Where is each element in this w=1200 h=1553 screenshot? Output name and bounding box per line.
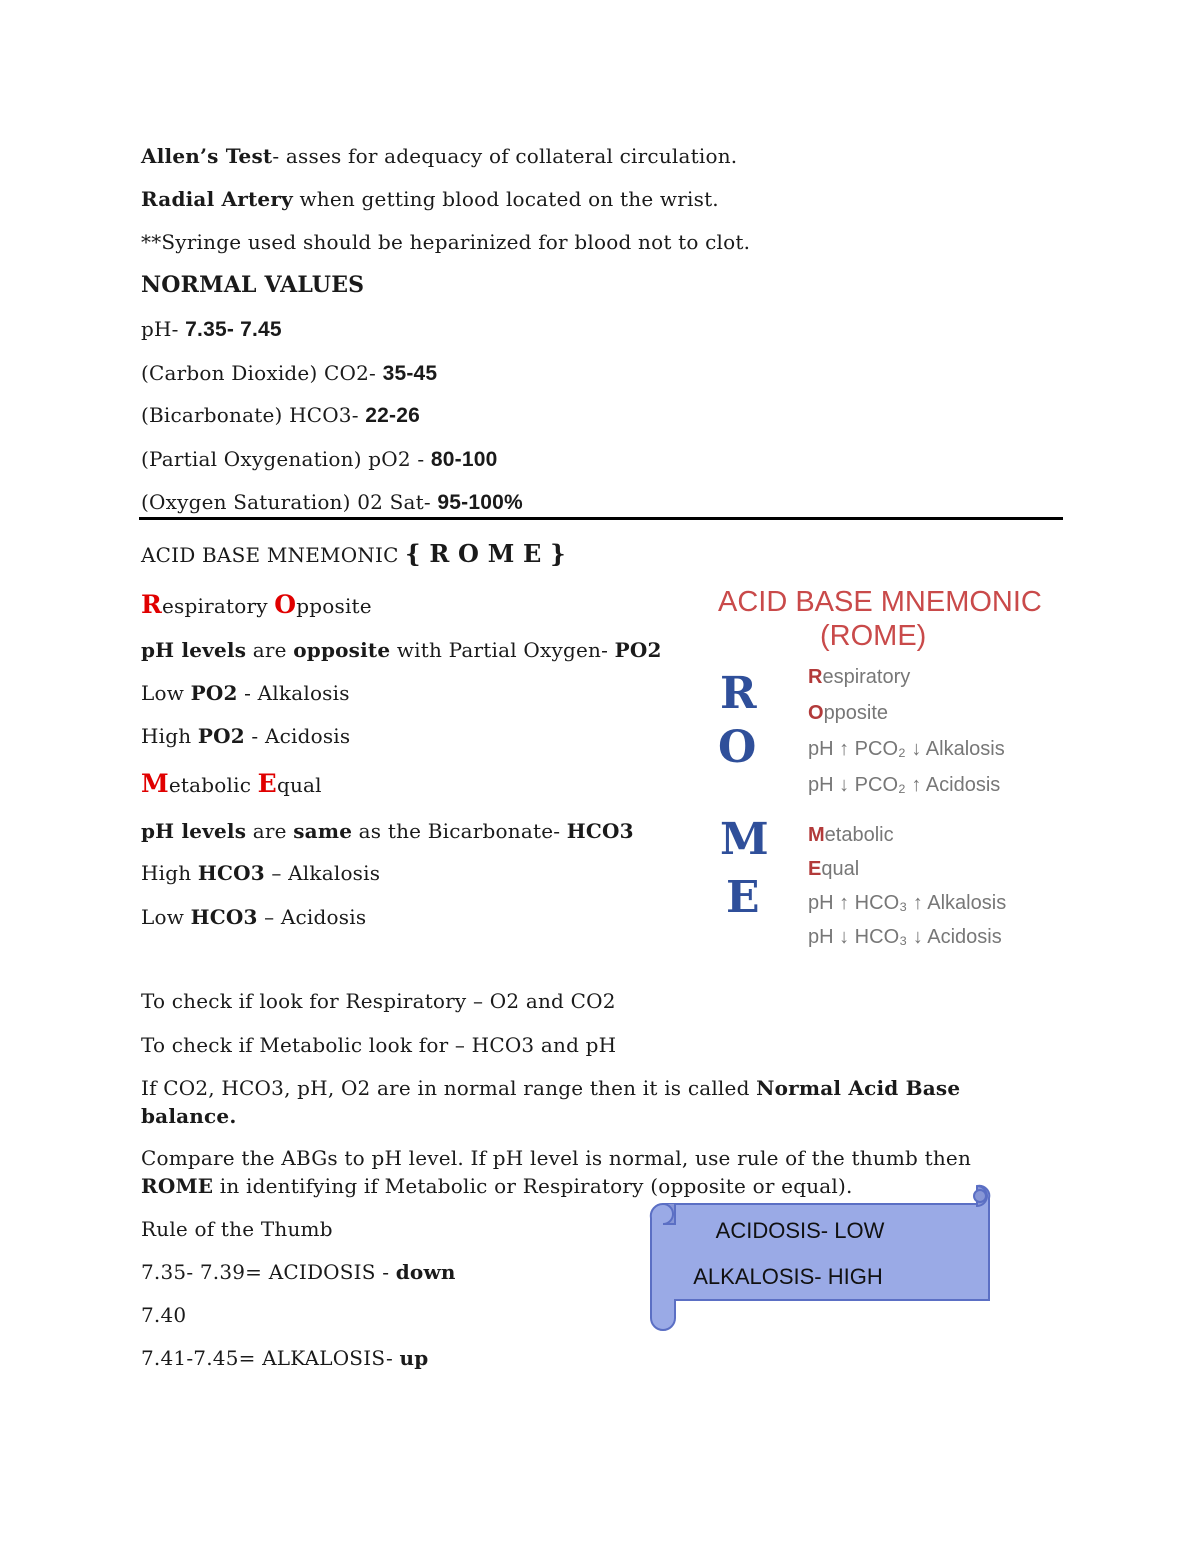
figure-title-line1: ACID BASE MNEMONIC xyxy=(718,586,1042,618)
figure-row-text: pH ↓ HCO₃ ↓ Acidosis xyxy=(808,926,1002,948)
balance-term: balance. xyxy=(141,1104,237,1128)
radial-artery-line xyxy=(141,186,719,212)
metabolic-text: etabolic xyxy=(168,773,258,797)
normal-value-label: pH- xyxy=(141,317,186,341)
scroll-shape xyxy=(635,1182,995,1332)
normal-value-ph xyxy=(141,316,282,343)
figure-row-text: pH ↑ PCO₂ ↓ Alkalosis xyxy=(808,738,1005,760)
initial-r: R xyxy=(141,590,162,619)
line-text: – Alkalosis xyxy=(264,861,381,885)
figure-row-text: pposite xyxy=(823,702,889,724)
high-hco3-line xyxy=(141,860,380,886)
normal-range-line xyxy=(141,1075,960,1101)
normal-value-label: (Oxygen Saturation) 02 Sat- xyxy=(141,490,438,514)
acidosis-alkalosis-banner xyxy=(635,1182,995,1332)
line-text: in identifying if Metabolic or Respiratory (opposite or equal). xyxy=(213,1174,853,1198)
section-divider xyxy=(139,517,1063,520)
rule-neutral-line: 7.40 xyxy=(141,1303,187,1327)
figure-row-text: espiratory xyxy=(822,666,911,688)
connector-text: are xyxy=(246,638,294,662)
normal-value-label: (Carbon Dioxide) CO2- xyxy=(141,361,383,385)
mnemonic-title xyxy=(141,541,566,568)
figure-row-initial: O xyxy=(808,702,824,724)
normal-value-o2-sat xyxy=(141,489,523,516)
mnemonic-title-text: ACID BASE MNEMONIC xyxy=(141,543,406,567)
figure-row xyxy=(808,824,894,847)
figure-row xyxy=(808,702,888,725)
down-term: down xyxy=(395,1260,456,1284)
rome-mnemonic-figure xyxy=(712,582,1042,962)
line-text: – Acidosis xyxy=(257,905,367,929)
initial-e: E xyxy=(257,769,277,798)
up-term: up xyxy=(399,1346,429,1370)
figure-row xyxy=(808,858,859,881)
rule-acidosis-line xyxy=(141,1259,456,1285)
figure-row xyxy=(808,774,1000,797)
line-text: If CO2, HCO3, pH, O2 are in normal range then it is called xyxy=(141,1076,757,1100)
normal-value-number: 35-45 xyxy=(382,362,438,385)
normal-values-heading: NORMAL VALUES xyxy=(141,272,365,298)
radial-artery-text: when getting blood located on the wrist. xyxy=(292,187,719,211)
normal-acid-base-term: Normal Acid Base xyxy=(756,1076,961,1100)
po2-term: PO2 xyxy=(614,638,662,662)
normal-value-number: 95-100% xyxy=(437,491,523,514)
same-term: same xyxy=(293,819,353,843)
check-respiratory: To check if look for Respiratory – O2 and CO2 xyxy=(141,989,616,1013)
radial-artery-term: Radial Artery xyxy=(141,187,293,211)
normal-value-label: (Bicarbonate) HCO3- xyxy=(141,403,366,427)
line-text: 7.35- 7.39= ACIDOSIS - xyxy=(141,1260,396,1284)
rule-alkalosis-line xyxy=(141,1345,428,1371)
line-text: - Alkalosis xyxy=(237,681,350,705)
line-text: High xyxy=(141,861,198,885)
respiratory-text: espiratory xyxy=(161,594,275,618)
ph-levels-term: pH levels xyxy=(141,819,247,843)
allen-test-line xyxy=(141,143,737,169)
rule-of-thumb-title: Rule of the Thumb xyxy=(141,1217,333,1241)
allen-test-term: Allen’s Test xyxy=(141,144,273,168)
check-metabolic: To check if Metabolic look for – HCO3 and pH xyxy=(141,1033,617,1057)
figure-row-text: pH ↓ PCO₂ ↑ Acidosis xyxy=(808,774,1001,796)
hco3-term: HCO3 xyxy=(197,861,265,885)
low-po2-line xyxy=(141,680,350,706)
allen-test-text: - asses for adequacy of collateral circulation. xyxy=(272,144,738,168)
banner-line-acidosis: ACIDOSIS- LOW xyxy=(715,1218,885,1243)
figure-row xyxy=(808,892,1006,915)
figure-row-initial: R xyxy=(808,666,823,688)
high-po2-line xyxy=(141,723,350,749)
line-text: 7.41-7.45= ALKALOSIS- xyxy=(141,1346,400,1370)
mnemonic-title-braces: { R O M E } xyxy=(405,539,566,568)
normal-value-hco3 xyxy=(141,402,420,429)
hco3-term: HCO3 xyxy=(190,905,258,929)
ph-same-line xyxy=(141,818,634,844)
hco3-term: HCO3 xyxy=(566,819,634,843)
connector-text: as the Bicarbonate- xyxy=(352,819,567,843)
figure-letter-o: O xyxy=(718,722,757,773)
line-text: Low xyxy=(141,905,191,929)
syringe-note: **Syringe used should be heparinized for blood not to clot. xyxy=(141,230,751,254)
normal-value-po2 xyxy=(141,446,497,473)
rome-term: ROME xyxy=(141,1174,214,1198)
figure-row-initial: M xyxy=(808,824,825,846)
line-text: Low xyxy=(141,681,191,705)
connector-text: are xyxy=(246,819,294,843)
opposite-term: opposite xyxy=(293,638,391,662)
equal-text: qual xyxy=(276,773,322,797)
ph-levels-term: pH levels xyxy=(141,638,247,662)
normal-value-label: (Partial Oxygenation) pO2 - xyxy=(141,447,431,471)
normal-value-number: 22-26 xyxy=(365,404,420,427)
figure-row-text: pH ↑ HCO₃ ↑ Alkalosis xyxy=(808,892,1007,914)
figure-row-text: etabolic xyxy=(824,824,894,846)
compare-line: Compare the ABGs to pH level. If pH level is normal, use rule of the thumb then xyxy=(141,1146,972,1170)
figure-row-text: qual xyxy=(821,858,860,880)
initial-m: M xyxy=(141,769,169,798)
normal-value-number: 7.35- 7.45 xyxy=(185,318,282,341)
low-hco3-line xyxy=(141,904,366,930)
figure-row-initial: E xyxy=(808,858,822,880)
normal-value-co2 xyxy=(141,360,437,387)
banner-line-alkalosis: ALKALOSIS- HIGH xyxy=(693,1264,883,1289)
normal-value-number: 80-100 xyxy=(430,448,498,471)
ph-opposite-line xyxy=(141,637,662,663)
metabolic-equal-heading xyxy=(141,771,322,798)
connector-text: with Partial Oxygen- xyxy=(390,638,615,662)
initial-o: O xyxy=(274,590,297,619)
figure-row xyxy=(808,666,910,689)
figure-row xyxy=(808,738,1005,761)
line-text: - Acidosis xyxy=(244,724,351,748)
line-text: High xyxy=(141,724,198,748)
opposite-text: pposite xyxy=(296,594,372,618)
figure-letter-m: M xyxy=(720,814,769,865)
po2-term: PO2 xyxy=(197,724,245,748)
figure-letter-e: E xyxy=(726,872,760,923)
figure-row xyxy=(808,926,1002,949)
figure-title-line2: (ROME) xyxy=(820,620,927,652)
po2-term: PO2 xyxy=(190,681,238,705)
figure-letter-r: R xyxy=(720,668,757,719)
respiratory-opposite-heading xyxy=(141,592,372,619)
